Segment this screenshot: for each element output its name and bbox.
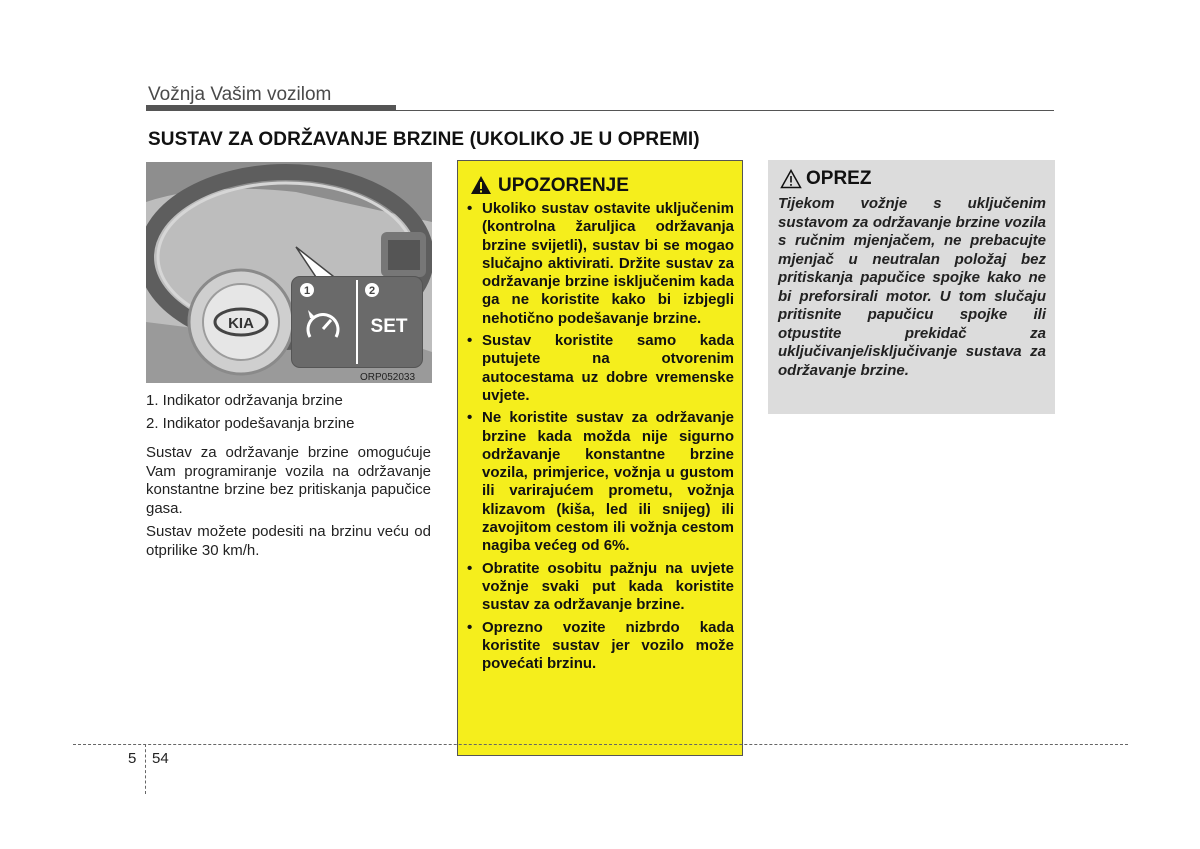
caution-triangle-icon [780,169,802,189]
warning-item: • Obratite osobitu pažnju na uvjete vožnje svaki put kada koristite sustav za održavanje brzine. [467,559,734,614]
caution-text: Tijekom vožnje s uključenim sustavom za održavanje brzine vozila s ručnim mjenjačem, ne prebacujte mjenjač u neutralan položaj bez pritiskanja papučice spojke kako ne bi preforsirali motor. U tom slučaju pritisnite papučicu spojke ili otpustite prekidač za uključivanje/isključivanje sustava za održavanje brzine. [778,195,1046,379]
bullet: • [467,332,473,350]
caution-box [768,160,1055,414]
footer-rule [73,744,1128,745]
svg-text:1: 1 [303,285,311,297]
warning-item: • Ne koristite sustav za održavanje brzine kada možda nije sigurno održavanje konstantne brzine vozila, primjerice, vožnja u gustom ili varirajućem prometu, vožnja klizavom (kiša, led ili snijeg) ili zavojitom cestom ili vožnja cestom nagiba većeg od 6%. [467,409,734,555]
bullet: • [467,409,473,427]
kia-logo: KIA [228,315,254,332]
set-label: SET [370,316,408,337]
section-title: SUSTAV ZA ODRŽAVANJE BRZINE (UKOLIKO JE U OPREMI) [148,129,700,150]
page-number: 54 [152,750,169,767]
steering-wheel-drawing [146,162,432,383]
warning-triangle-icon [470,175,492,195]
warning-item: • Ukoliko sustav ostavite uključenim (kontrolna žaruljica održavanja brzine svijetli), sustav bi se mogao slučajno aktivirati. Držite sustav za održavanje brzine isključenim kada ga ne koristite kako bi izbjegli nehotično podešavanje brzine. [467,200,734,327]
body-paragraph: Sustav za održavanje brzine omogućuje Vam programiranje vozila na održavanje konstantne brzine bez pritiskanja papučice gasa. [146,444,431,517]
chapter-title: Vožnja Vašim vozilom [148,84,332,105]
figure-code: ORP052033 [360,372,416,383]
body-paragraph: Sustav možete podesiti na brzinu veću od otprilike 30 km/h. [146,523,431,559]
warning-item: • Oprezno vozite nizbrdo kada koristite sustav jer vozilo može povećati brzinu. [467,618,734,673]
warning-box [457,160,743,756]
warning-title: UPOZORENJE [498,175,629,196]
footer-divider [145,744,146,794]
steering-wheel-illustration [146,162,432,383]
bullet: • [467,618,473,636]
bullet: • [467,559,473,577]
figure-caption-1: 1. Indikator održavanja brzine [146,392,343,409]
caution-title: OPREZ [806,168,872,189]
warning-item: • Sustav koristite samo kada putujete na otvorenim autocestama uz dobre vremenske uvjete. [467,332,734,404]
page-chapter-number: 5 [128,750,137,767]
bullet: • [467,200,473,217]
svg-text:2: 2 [368,285,376,297]
figure-caption-2: 2. Indikator podešavanja brzine [146,415,355,432]
warning-list [466,200,734,677]
header-rule [146,110,1054,111]
